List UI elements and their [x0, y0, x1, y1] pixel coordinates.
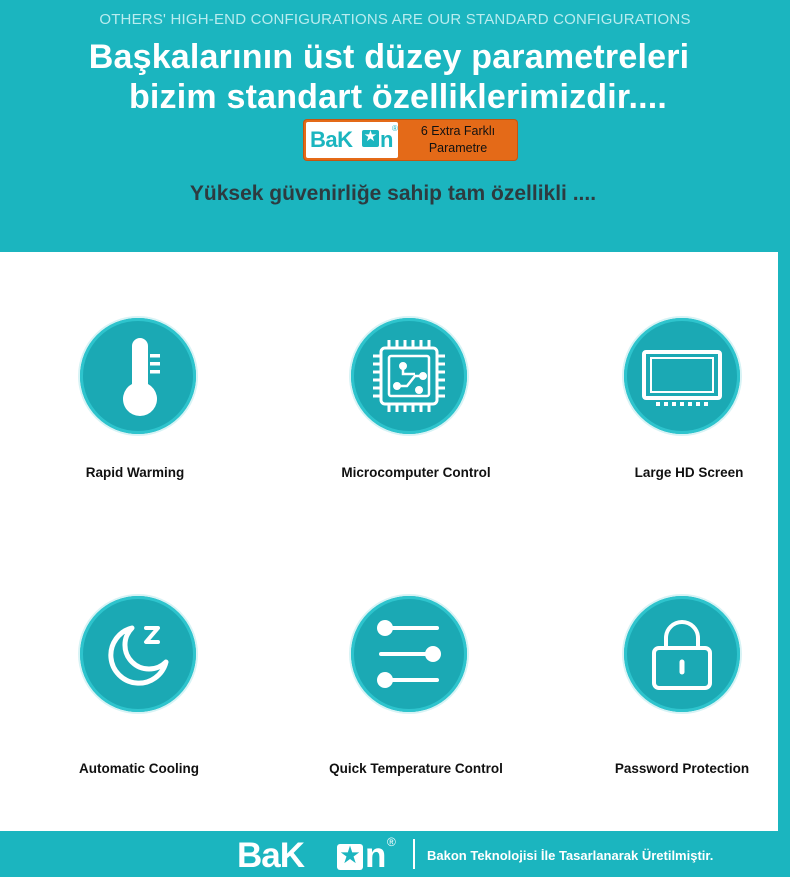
badge-label-line-2: Parametre — [428, 141, 488, 155]
feature-label-microcomputer-control: Microcomputer Control — [341, 465, 491, 480]
footer-logo-text-b: n — [365, 836, 386, 875]
headline-line-2: bizim standart özelliklerimizdir.... — [128, 78, 668, 116]
feature-label-automatic-cooling: Automatic Cooling — [79, 761, 199, 776]
microchip-icon — [351, 318, 467, 434]
footer-registered-mark: ® — [387, 835, 396, 849]
feature-label-password-protection: Password Protection — [614, 761, 750, 776]
footer-bakon-logo — [237, 836, 407, 874]
header-banner — [0, 0, 790, 252]
sliders-icon — [351, 596, 467, 712]
registered-mark: ® — [392, 124, 398, 133]
logo-text-a: BaK — [310, 127, 353, 152]
star-icon: ★ — [363, 128, 378, 145]
badge-label — [401, 123, 515, 157]
right-edge-strip — [778, 252, 790, 832]
feature-label-quick-temperature-control: Quick Temperature Control — [329, 761, 503, 776]
footer-star-icon: ★ — [337, 844, 363, 870]
extra-parameters-badge — [304, 120, 517, 160]
badge-label-line-1: 6 Extra Farklı — [420, 124, 496, 138]
english-tagline: OTHERS' HIGH-END CONFIGURATIONS ARE OUR STANDARD CONFIGURATIONS — [99, 11, 691, 28]
padlock-icon — [624, 596, 740, 712]
bakon-logo — [306, 122, 398, 158]
subtitle: Yüksek güvenirliğe sahip tam özellikli .... — [189, 182, 597, 205]
footer-divider — [413, 839, 415, 869]
footer-bar — [0, 831, 790, 877]
thermometer-icon — [80, 318, 196, 434]
feature-label-rapid-warming: Rapid Warming — [85, 465, 185, 480]
logo-text-b: n — [380, 127, 393, 152]
feature-label-large-hd-screen: Large HD Screen — [634, 465, 744, 480]
moon-sleep-icon — [80, 596, 196, 712]
footer-logo-text-a: BaK — [237, 836, 305, 875]
footer-tagline: Bakon Teknolojisi İle Tasarlanarak Üretilmiştir. — [427, 848, 714, 863]
screen-icon — [624, 318, 740, 434]
headline-line-1: Başkalarının üst düzey parametreleri — [88, 38, 690, 76]
